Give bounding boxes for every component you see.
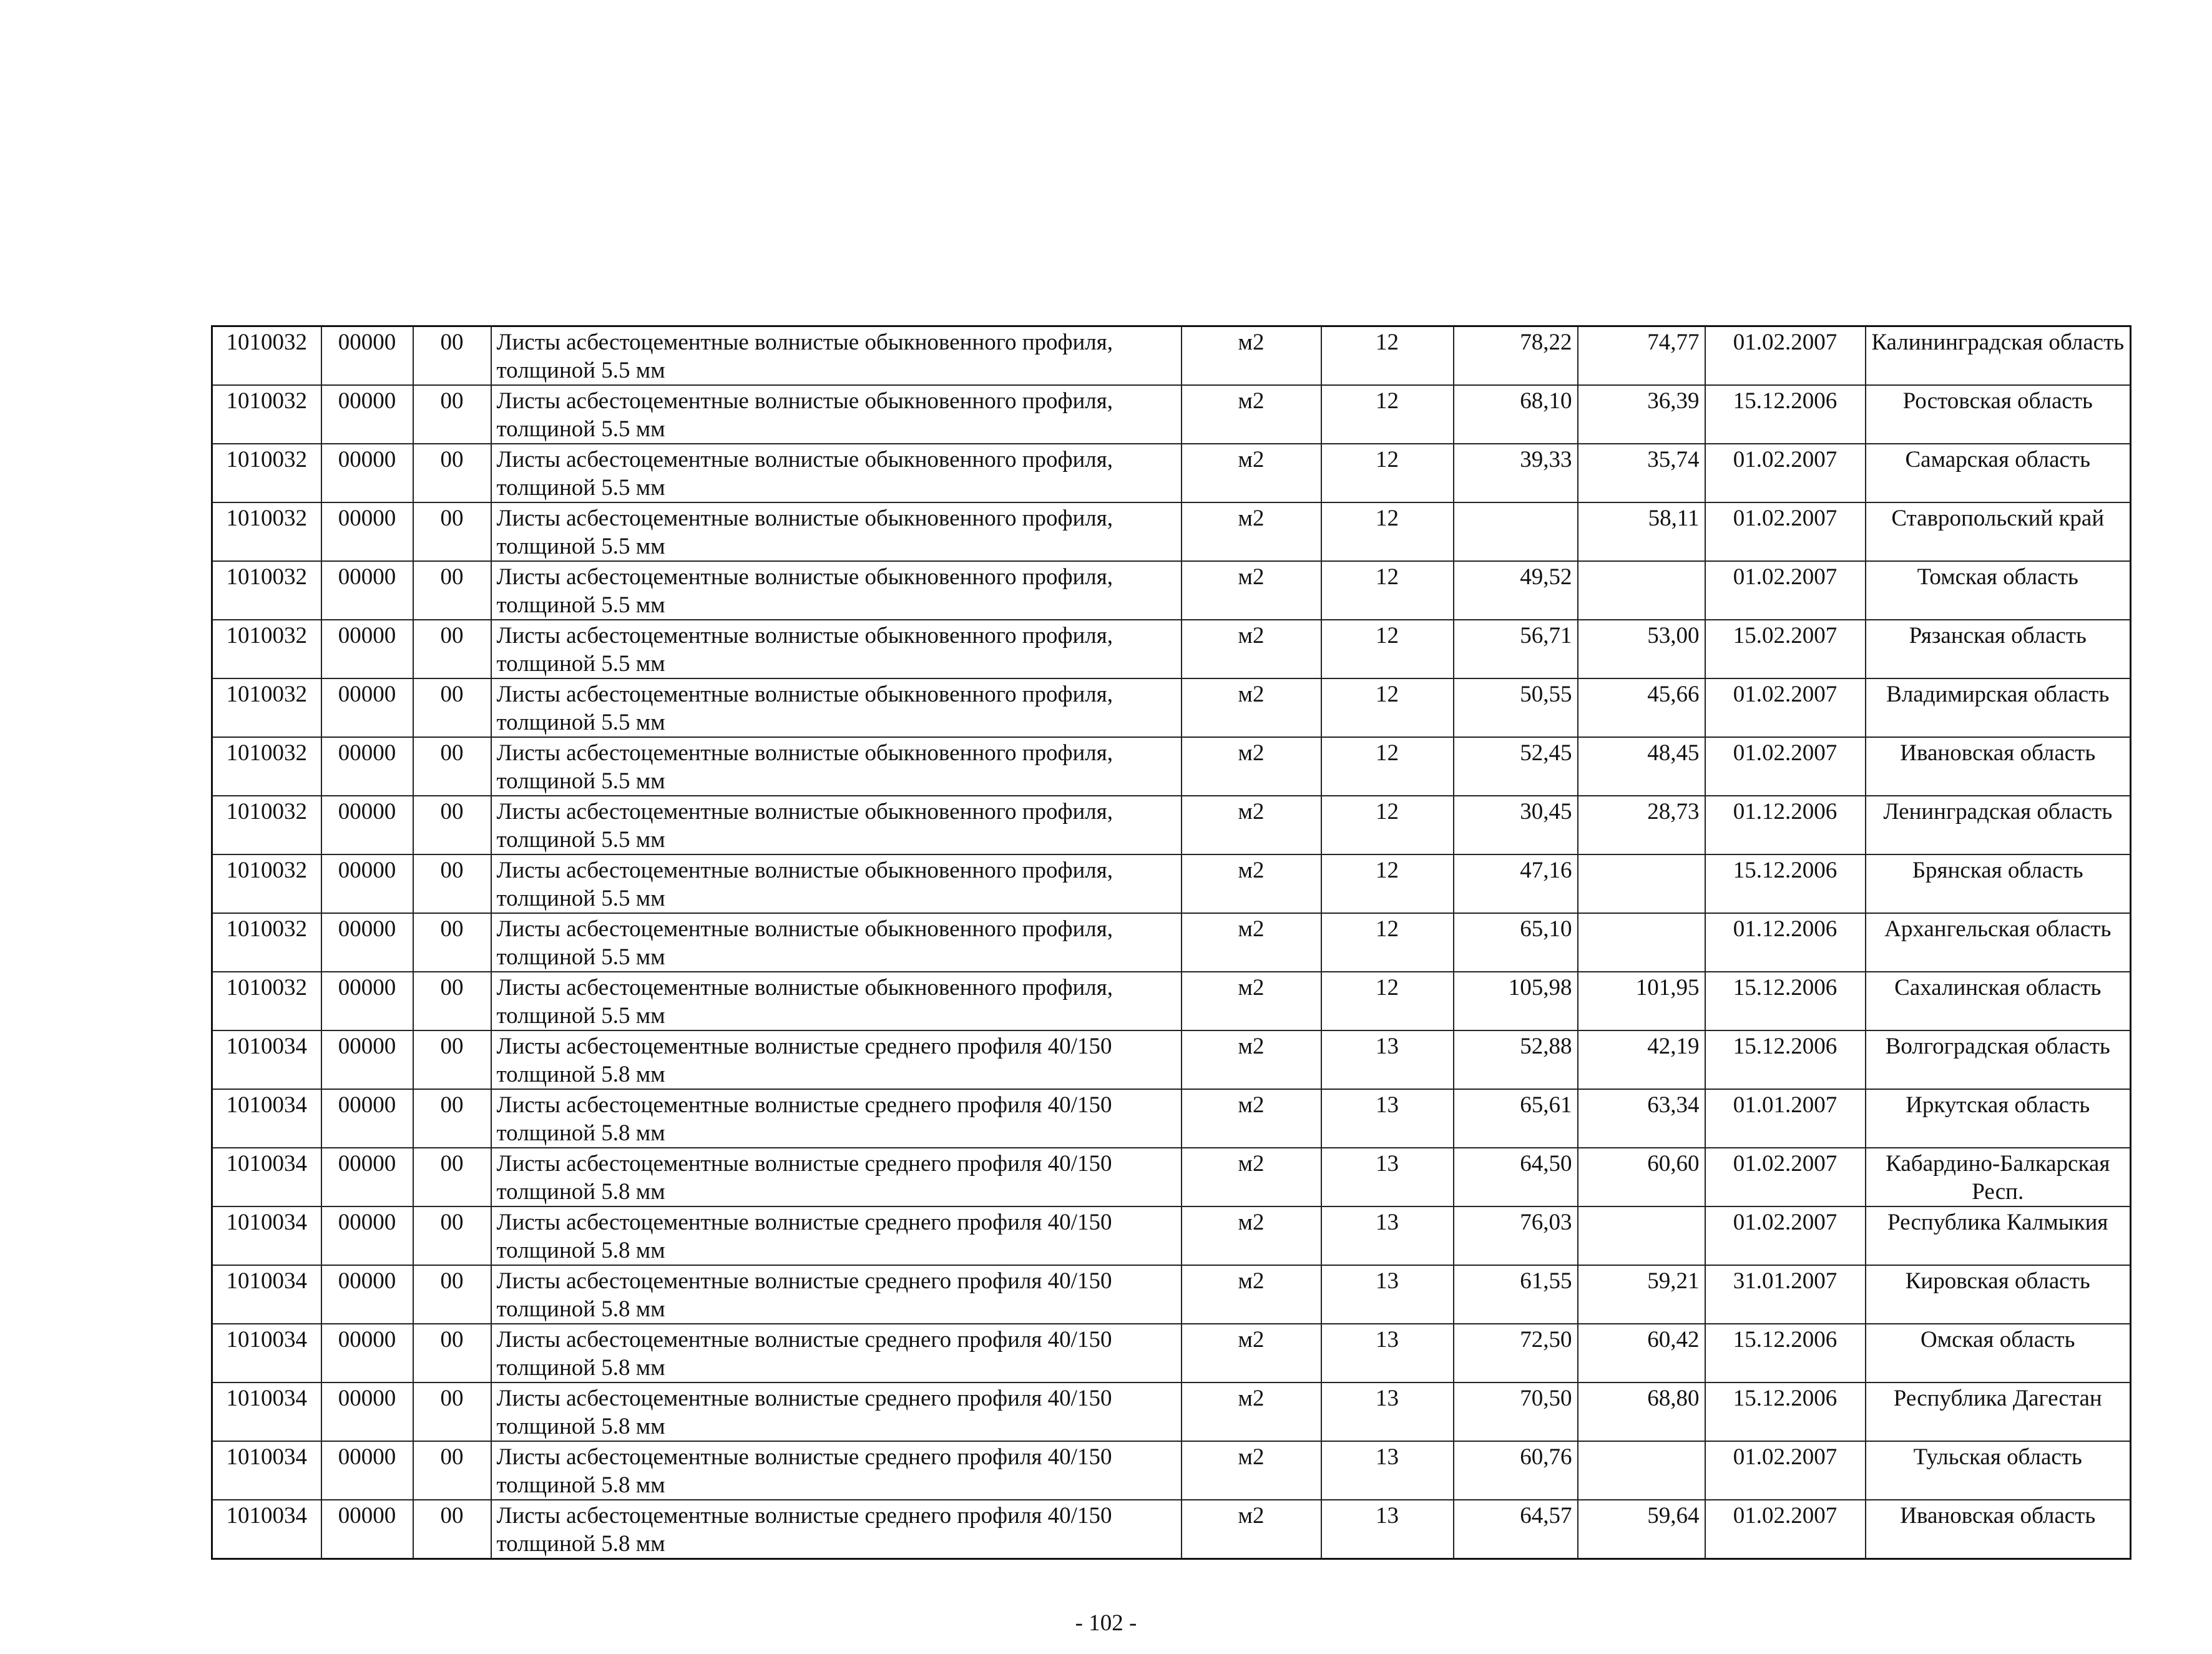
cell-price-2: 59,64 xyxy=(1578,1500,1705,1559)
cell-price-1: 39,33 xyxy=(1454,444,1578,502)
cell-code: 1010032 xyxy=(212,678,321,737)
cell-group: 00 xyxy=(413,620,491,678)
cell-price-2: 35,74 xyxy=(1578,444,1705,502)
cell-unit: м2 xyxy=(1182,913,1321,972)
cell-unit: м2 xyxy=(1182,385,1321,444)
cell-unit: м2 xyxy=(1182,1265,1321,1324)
cell-subcode: 00000 xyxy=(321,1324,413,1382)
cell-material-name: Листы асбестоцементные волнистые обыкновенного профиля, толщиной 5.5 мм xyxy=(491,444,1182,502)
cell-date: 01.02.2007 xyxy=(1705,502,1866,561)
cell-material-name: Листы асбестоцементные волнистые обыкновенного профиля, толщиной 5.5 мм xyxy=(491,326,1182,386)
cell-quantity: 12 xyxy=(1321,796,1454,854)
cell-region: Кировская область xyxy=(1866,1265,2131,1324)
cell-unit: м2 xyxy=(1182,444,1321,502)
cell-group: 00 xyxy=(413,326,491,386)
cell-material-name: Листы асбестоцементные волнистые обыкновенного профиля, толщиной 5.5 мм xyxy=(491,561,1182,620)
cell-price-2: 53,00 xyxy=(1578,620,1705,678)
cell-group: 00 xyxy=(413,1500,491,1559)
cell-subcode: 00000 xyxy=(321,444,413,502)
cell-material-name: Листы асбестоцементные волнистые обыкновенного профиля, толщиной 5.5 мм xyxy=(491,385,1182,444)
cell-code: 1010034 xyxy=(212,1148,321,1206)
cell-material-name: Листы асбестоцементные волнистые обыкновенного профиля, толщиной 5.5 мм xyxy=(491,620,1182,678)
cell-subcode: 00000 xyxy=(321,737,413,796)
cell-price-2: 42,19 xyxy=(1578,1030,1705,1089)
cell-quantity: 12 xyxy=(1321,913,1454,972)
cell-price-1: 60,76 xyxy=(1454,1441,1578,1500)
cell-subcode: 00000 xyxy=(321,1030,413,1089)
cell-code: 1010034 xyxy=(212,1030,321,1089)
cell-region: Омская область xyxy=(1866,1324,2131,1382)
cell-group: 00 xyxy=(413,737,491,796)
cell-material-name: Листы асбестоцементные волнистые среднего профиля 40/150 толщиной 5.8 мм xyxy=(491,1206,1182,1265)
cell-region: Волгоградская область xyxy=(1866,1030,2131,1089)
cell-price-2: 48,45 xyxy=(1578,737,1705,796)
cell-date: 01.12.2006 xyxy=(1705,796,1866,854)
cell-price-2: 63,34 xyxy=(1578,1089,1705,1148)
cell-price-2: 28,73 xyxy=(1578,796,1705,854)
cell-code: 1010032 xyxy=(212,972,321,1030)
cell-material-name: Листы асбестоцементные волнистые обыкновенного профиля, толщиной 5.5 мм xyxy=(491,678,1182,737)
cell-price-1: 30,45 xyxy=(1454,796,1578,854)
cell-material-name: Листы асбестоцементные волнистые среднего профиля 40/150 толщиной 5.8 мм xyxy=(491,1382,1182,1441)
cell-price-2 xyxy=(1578,561,1705,620)
cell-subcode: 00000 xyxy=(321,796,413,854)
cell-quantity: 12 xyxy=(1321,326,1454,386)
cell-date: 01.02.2007 xyxy=(1705,326,1866,386)
cell-date: 15.12.2006 xyxy=(1705,1030,1866,1089)
cell-date: 01.02.2007 xyxy=(1705,1441,1866,1500)
cell-subcode: 00000 xyxy=(321,1441,413,1500)
cell-code: 1010032 xyxy=(212,326,321,386)
table-row xyxy=(212,737,2131,796)
cell-unit: м2 xyxy=(1182,502,1321,561)
cell-region: Самарская область xyxy=(1866,444,2131,502)
table-row xyxy=(212,913,2131,972)
cell-price-1: 64,50 xyxy=(1454,1148,1578,1206)
cell-unit: м2 xyxy=(1182,326,1321,386)
table-row xyxy=(212,620,2131,678)
cell-subcode: 00000 xyxy=(321,620,413,678)
table-row xyxy=(212,326,2131,386)
cell-unit: м2 xyxy=(1182,1324,1321,1382)
cell-price-1: 68,10 xyxy=(1454,385,1578,444)
cell-group: 00 xyxy=(413,1030,491,1089)
cell-code: 1010032 xyxy=(212,502,321,561)
table-row xyxy=(212,854,2131,913)
cell-subcode: 00000 xyxy=(321,1382,413,1441)
cell-price-1: 61,55 xyxy=(1454,1265,1578,1324)
cell-price-2: 74,77 xyxy=(1578,326,1705,386)
cell-subcode: 00000 xyxy=(321,1148,413,1206)
cell-price-1: 50,55 xyxy=(1454,678,1578,737)
cell-date: 15.12.2006 xyxy=(1705,1324,1866,1382)
cell-unit: м2 xyxy=(1182,620,1321,678)
cell-material-name: Листы асбестоцементные волнистые среднего профиля 40/150 толщиной 5.8 мм xyxy=(491,1324,1182,1382)
cell-region: Рязанская область xyxy=(1866,620,2131,678)
cell-material-name: Листы асбестоцементные волнистые обыкновенного профиля, толщиной 5.5 мм xyxy=(491,913,1182,972)
cell-material-name: Листы асбестоцементные волнистые среднего профиля 40/150 толщиной 5.8 мм xyxy=(491,1030,1182,1089)
table-row xyxy=(212,1206,2131,1265)
cell-price-2: 59,21 xyxy=(1578,1265,1705,1324)
cell-price-1: 52,45 xyxy=(1454,737,1578,796)
cell-price-2: 60,60 xyxy=(1578,1148,1705,1206)
cell-quantity: 12 xyxy=(1321,444,1454,502)
cell-region: Ростовская область xyxy=(1866,385,2131,444)
cell-material-name: Листы асбестоцементные волнистые обыкновенного профиля, толщиной 5.5 мм xyxy=(491,972,1182,1030)
cell-group: 00 xyxy=(413,385,491,444)
cell-date: 15.12.2006 xyxy=(1705,972,1866,1030)
cell-date: 01.02.2007 xyxy=(1705,444,1866,502)
cell-unit: м2 xyxy=(1182,1030,1321,1089)
table-row xyxy=(212,1265,2131,1324)
cell-code: 1010032 xyxy=(212,796,321,854)
cell-group: 00 xyxy=(413,796,491,854)
cell-material-name: Листы асбестоцементные волнистые среднего профиля 40/150 толщиной 5.8 мм xyxy=(491,1500,1182,1559)
cell-unit: м2 xyxy=(1182,972,1321,1030)
cell-code: 1010034 xyxy=(212,1089,321,1148)
cell-region: Республика Дагестан xyxy=(1866,1382,2131,1441)
cell-region: Иркутская область xyxy=(1866,1089,2131,1148)
table-row xyxy=(212,1148,2131,1206)
cell-unit: м2 xyxy=(1182,796,1321,854)
cell-price-1: 52,88 xyxy=(1454,1030,1578,1089)
cell-price-2: 58,11 xyxy=(1578,502,1705,561)
cell-date: 01.01.2007 xyxy=(1705,1089,1866,1148)
cell-date: 01.02.2007 xyxy=(1705,678,1866,737)
cell-quantity: 12 xyxy=(1321,854,1454,913)
cell-code: 1010032 xyxy=(212,913,321,972)
cell-quantity: 12 xyxy=(1321,972,1454,1030)
cell-quantity: 12 xyxy=(1321,737,1454,796)
cell-quantity: 13 xyxy=(1321,1206,1454,1265)
cell-region: Калининградская область xyxy=(1866,326,2131,386)
table-row xyxy=(212,1324,2131,1382)
cell-price-1: 76,03 xyxy=(1454,1206,1578,1265)
cell-region: Кабардино-Балкарская Респ. xyxy=(1866,1148,2131,1206)
cell-region: Ленинградская область xyxy=(1866,796,2131,854)
cell-quantity: 13 xyxy=(1321,1089,1454,1148)
cell-quantity: 13 xyxy=(1321,1148,1454,1206)
cell-price-2 xyxy=(1578,1441,1705,1500)
cell-quantity: 12 xyxy=(1321,502,1454,561)
cell-unit: м2 xyxy=(1182,737,1321,796)
cell-material-name: Листы асбестоцементные волнистые обыкновенного профиля, толщиной 5.5 мм xyxy=(491,502,1182,561)
cell-quantity: 13 xyxy=(1321,1500,1454,1559)
cell-subcode: 00000 xyxy=(321,1089,413,1148)
cell-material-name: Листы асбестоцементные волнистые обыкновенного профиля, толщиной 5.5 мм xyxy=(491,854,1182,913)
cell-group: 00 xyxy=(413,913,491,972)
cell-price-1: 64,57 xyxy=(1454,1500,1578,1559)
cell-price-1 xyxy=(1454,502,1578,561)
cell-unit: м2 xyxy=(1182,1148,1321,1206)
cell-code: 1010034 xyxy=(212,1441,321,1500)
cell-region: Ставропольский край xyxy=(1866,502,2131,561)
cell-unit: м2 xyxy=(1182,1089,1321,1148)
cell-code: 1010034 xyxy=(212,1500,321,1559)
table-row xyxy=(212,385,2131,444)
cell-group: 00 xyxy=(413,854,491,913)
cell-date: 01.12.2006 xyxy=(1705,913,1866,972)
cell-subcode: 00000 xyxy=(321,502,413,561)
cell-group: 00 xyxy=(413,1148,491,1206)
cell-quantity: 12 xyxy=(1321,385,1454,444)
cell-code: 1010032 xyxy=(212,737,321,796)
cell-date: 15.12.2006 xyxy=(1705,854,1866,913)
cell-date: 15.02.2007 xyxy=(1705,620,1866,678)
cell-price-1: 49,52 xyxy=(1454,561,1578,620)
cell-quantity: 12 xyxy=(1321,561,1454,620)
cell-quantity: 13 xyxy=(1321,1441,1454,1500)
cell-code: 1010034 xyxy=(212,1206,321,1265)
cell-subcode: 00000 xyxy=(321,1265,413,1324)
cell-group: 00 xyxy=(413,444,491,502)
cell-price-2: 101,95 xyxy=(1578,972,1705,1030)
cell-group: 00 xyxy=(413,561,491,620)
cell-quantity: 13 xyxy=(1321,1030,1454,1089)
cell-price-1: 70,50 xyxy=(1454,1382,1578,1441)
cell-quantity: 13 xyxy=(1321,1382,1454,1441)
price-table xyxy=(211,325,2131,1560)
cell-material-name: Листы асбестоцементные волнистые обыкновенного профиля, толщиной 5.5 мм xyxy=(491,796,1182,854)
cell-price-2: 45,66 xyxy=(1578,678,1705,737)
cell-subcode: 00000 xyxy=(321,972,413,1030)
cell-group: 00 xyxy=(413,1382,491,1441)
cell-price-1: 65,61 xyxy=(1454,1089,1578,1148)
cell-unit: м2 xyxy=(1182,1441,1321,1500)
cell-material-name: Листы асбестоцементные волнистые среднего профиля 40/150 толщиной 5.8 мм xyxy=(491,1265,1182,1324)
cell-group: 00 xyxy=(413,502,491,561)
table-row xyxy=(212,1500,2131,1559)
cell-group: 00 xyxy=(413,972,491,1030)
table-body xyxy=(212,326,2131,1559)
cell-region: Ивановская область xyxy=(1866,737,2131,796)
table-row xyxy=(212,678,2131,737)
cell-group: 00 xyxy=(413,1265,491,1324)
cell-price-2 xyxy=(1578,854,1705,913)
cell-date: 01.02.2007 xyxy=(1705,737,1866,796)
cell-date: 01.02.2007 xyxy=(1705,1148,1866,1206)
cell-price-2 xyxy=(1578,1206,1705,1265)
cell-date: 15.12.2006 xyxy=(1705,385,1866,444)
cell-group: 00 xyxy=(413,1324,491,1382)
cell-date: 31.01.2007 xyxy=(1705,1265,1866,1324)
cell-subcode: 00000 xyxy=(321,678,413,737)
cell-region: Ивановская область xyxy=(1866,1500,2131,1559)
cell-code: 1010034 xyxy=(212,1265,321,1324)
cell-region: Архангельская область xyxy=(1866,913,2131,972)
cell-date: 01.02.2007 xyxy=(1705,1206,1866,1265)
cell-price-2 xyxy=(1578,913,1705,972)
cell-date: 15.12.2006 xyxy=(1705,1382,1866,1441)
cell-region: Сахалинская область xyxy=(1866,972,2131,1030)
cell-material-name: Листы асбестоцементные волнистые обыкновенного профиля, толщиной 5.5 мм xyxy=(491,737,1182,796)
cell-price-2: 60,42 xyxy=(1578,1324,1705,1382)
cell-quantity: 12 xyxy=(1321,620,1454,678)
cell-region: Владимирская область xyxy=(1866,678,2131,737)
table-row xyxy=(212,796,2131,854)
page-number: - 102 - xyxy=(1075,1610,1137,1636)
cell-subcode: 00000 xyxy=(321,913,413,972)
cell-unit: м2 xyxy=(1182,1382,1321,1441)
table-row xyxy=(212,1441,2131,1500)
cell-price-2: 36,39 xyxy=(1578,385,1705,444)
table-row xyxy=(212,1382,2131,1441)
cell-code: 1010032 xyxy=(212,561,321,620)
cell-date: 01.02.2007 xyxy=(1705,1500,1866,1559)
cell-subcode: 00000 xyxy=(321,561,413,620)
cell-material-name: Листы асбестоцементные волнистые среднего профиля 40/150 толщиной 5.8 мм xyxy=(491,1089,1182,1148)
cell-date: 01.02.2007 xyxy=(1705,561,1866,620)
cell-quantity: 13 xyxy=(1321,1265,1454,1324)
cell-unit: м2 xyxy=(1182,1500,1321,1559)
cell-group: 00 xyxy=(413,1089,491,1148)
table-row xyxy=(212,502,2131,561)
cell-region: Республика Калмыкия xyxy=(1866,1206,2131,1265)
cell-code: 1010034 xyxy=(212,1324,321,1382)
cell-price-1: 56,71 xyxy=(1454,620,1578,678)
cell-subcode: 00000 xyxy=(321,385,413,444)
cell-price-1: 72,50 xyxy=(1454,1324,1578,1382)
cell-unit: м2 xyxy=(1182,678,1321,737)
cell-price-1: 78,22 xyxy=(1454,326,1578,386)
cell-material-name: Листы асбестоцементные волнистые среднего профиля 40/150 толщиной 5.8 мм xyxy=(491,1441,1182,1500)
cell-unit: м2 xyxy=(1182,1206,1321,1265)
cell-subcode: 00000 xyxy=(321,1500,413,1559)
table-row xyxy=(212,561,2131,620)
cell-code: 1010034 xyxy=(212,1382,321,1441)
cell-quantity: 12 xyxy=(1321,678,1454,737)
table-row xyxy=(212,1089,2131,1148)
table-row xyxy=(212,444,2131,502)
cell-unit: м2 xyxy=(1182,854,1321,913)
cell-code: 1010032 xyxy=(212,444,321,502)
cell-price-1: 105,98 xyxy=(1454,972,1578,1030)
cell-quantity: 13 xyxy=(1321,1324,1454,1382)
cell-price-2: 68,80 xyxy=(1578,1382,1705,1441)
table-row xyxy=(212,1030,2131,1089)
cell-subcode: 00000 xyxy=(321,326,413,386)
cell-subcode: 00000 xyxy=(321,1206,413,1265)
cell-code: 1010032 xyxy=(212,385,321,444)
cell-unit: м2 xyxy=(1182,561,1321,620)
cell-group: 00 xyxy=(413,678,491,737)
cell-region: Тульская область xyxy=(1866,1441,2131,1500)
cell-material-name: Листы асбестоцементные волнистые среднего профиля 40/150 толщиной 5.8 мм xyxy=(491,1148,1182,1206)
cell-code: 1010032 xyxy=(212,620,321,678)
cell-region: Брянская область xyxy=(1866,854,2131,913)
table-row xyxy=(212,972,2131,1030)
cell-group: 00 xyxy=(413,1441,491,1500)
cell-subcode: 00000 xyxy=(321,854,413,913)
cell-code: 1010032 xyxy=(212,854,321,913)
cell-group: 00 xyxy=(413,1206,491,1265)
cell-price-1: 65,10 xyxy=(1454,913,1578,972)
cell-region: Томская область xyxy=(1866,561,2131,620)
cell-price-1: 47,16 xyxy=(1454,854,1578,913)
